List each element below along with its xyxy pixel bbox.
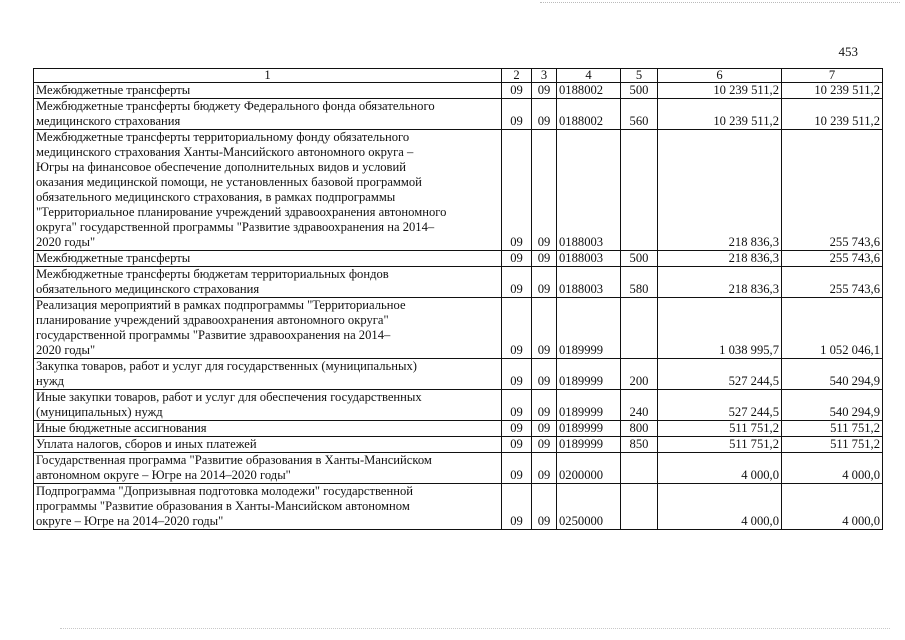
amount-col6: 4 000,0	[658, 453, 782, 484]
amount-col7: 10 239 511,2	[782, 83, 883, 99]
table-row	[34, 130, 883, 251]
expense-type-code: 800	[621, 421, 658, 437]
subsection-code: 09	[532, 298, 557, 359]
row-name: Государственная программа "Развитие образования в Ханты-Мансийском автономном округе – Югре на 2014–2020 годы"	[34, 453, 502, 484]
column-header-3: 3	[532, 69, 557, 83]
table-row	[34, 267, 883, 298]
section-code: 09	[502, 390, 532, 421]
amount-col7: 511 751,2	[782, 421, 883, 437]
amount-col6: 218 836,3	[658, 267, 782, 298]
table-row	[34, 83, 883, 99]
scan-artifact-top	[540, 2, 900, 3]
expense-type-code: 500	[621, 251, 658, 267]
table-row	[34, 453, 883, 484]
expense-type-code: 580	[621, 267, 658, 298]
column-header-4: 4	[557, 69, 621, 83]
row-name: Уплата налогов, сборов и иных платежей	[34, 437, 502, 453]
column-header-1: 1	[34, 69, 502, 83]
column-header-7: 7	[782, 69, 883, 83]
budget-table	[33, 68, 883, 530]
target-article-code: 0189999	[557, 390, 621, 421]
amount-col6: 511 751,2	[658, 421, 782, 437]
expense-type-code: 560	[621, 99, 658, 130]
subsection-code: 09	[532, 421, 557, 437]
expense-type-code: 500	[621, 83, 658, 99]
column-header-6: 6	[658, 69, 782, 83]
column-header-2: 2	[502, 69, 532, 83]
target-article-code: 0189999	[557, 421, 621, 437]
section-code: 09	[502, 437, 532, 453]
expense-type-code	[621, 453, 658, 484]
amount-col6: 511 751,2	[658, 437, 782, 453]
target-article-code: 0188003	[557, 130, 621, 251]
section-code: 09	[502, 99, 532, 130]
section-code: 09	[502, 83, 532, 99]
target-article-code: 0189999	[557, 298, 621, 359]
expense-type-code	[621, 484, 658, 530]
column-header-5: 5	[621, 69, 658, 83]
subsection-code: 09	[532, 437, 557, 453]
target-article-code: 0250000	[557, 484, 621, 530]
page-number: 453	[838, 44, 858, 59]
expense-type-code: 850	[621, 437, 658, 453]
header-row	[34, 69, 883, 83]
section-code: 09	[502, 251, 532, 267]
section-code: 09	[502, 421, 532, 437]
target-article-code: 0188002	[557, 83, 621, 99]
section-code: 09	[502, 267, 532, 298]
expense-type-code: 200	[621, 359, 658, 390]
amount-col7: 10 239 511,2	[782, 99, 883, 130]
table-row	[34, 390, 883, 421]
table-row	[34, 251, 883, 267]
subsection-code: 09	[532, 83, 557, 99]
subsection-code: 09	[532, 99, 557, 130]
row-name: Закупка товаров, работ и услуг для государственных (муниципальных) нужд	[34, 359, 502, 390]
amount-col7: 255 743,6	[782, 130, 883, 251]
amount-col7: 1 052 046,1	[782, 298, 883, 359]
expense-type-code: 240	[621, 390, 658, 421]
expense-type-code	[621, 298, 658, 359]
target-article-code: 0188002	[557, 99, 621, 130]
amount-col6: 4 000,0	[658, 484, 782, 530]
row-name: Иные бюджетные ассигнования	[34, 421, 502, 437]
target-article-code: 0189999	[557, 437, 621, 453]
amount-col6: 10 239 511,2	[658, 83, 782, 99]
target-article-code: 0188003	[557, 267, 621, 298]
amount-col6: 527 244,5	[658, 359, 782, 390]
amount-col7: 540 294,9	[782, 359, 883, 390]
table-row	[34, 99, 883, 130]
table-row	[34, 421, 883, 437]
amount-col7: 4 000,0	[782, 453, 883, 484]
section-code: 09	[502, 484, 532, 530]
target-article-code: 0200000	[557, 453, 621, 484]
target-article-code: 0188003	[557, 251, 621, 267]
amount-col7: 255 743,6	[782, 251, 883, 267]
amount-col6: 218 836,3	[658, 251, 782, 267]
scan-artifact-bottom	[60, 628, 890, 629]
subsection-code: 09	[532, 130, 557, 251]
section-code: 09	[502, 453, 532, 484]
table-row	[34, 359, 883, 390]
table-row	[34, 484, 883, 530]
subsection-code: 09	[532, 267, 557, 298]
row-name: Реализация мероприятий в рамках подпрограммы "Территориальное планирование учреждений здравоохранения автономного округа" государственной программы "Развитие здравоохранения на 2014– 2020 годы"	[34, 298, 502, 359]
row-name: Межбюджетные трансферты бюджету Федерального фонда обязательного медицинского страхования	[34, 99, 502, 130]
row-name: Подпрограмма "Допризывная подготовка молодежи" государственной программы "Развитие образования в Ханты-Мансийском автономном округе – Югре на 2014–2020 годы"	[34, 484, 502, 530]
row-name: Межбюджетные трансферты бюджетам территориальных фондов обязательного медицинского страхования	[34, 267, 502, 298]
section-code: 09	[502, 130, 532, 251]
amount-col7: 255 743,6	[782, 267, 883, 298]
amount-col7: 511 751,2	[782, 437, 883, 453]
row-name: Межбюджетные трансферты	[34, 83, 502, 99]
section-code: 09	[502, 359, 532, 390]
table-row	[34, 298, 883, 359]
row-name: Межбюджетные трансферты территориальному фонду обязательного медицинского страхования Ханты-Мансийского автономного округа – Югры на финансовое обеспечение дополнительных видов и условий оказания медицинской помощи, не установленных базовой программой обязательного медицинского страхования, в рамках подпрограммы "Территориальное планирование учреждений здравоохранения автономного округа" государственной программы "Развитие здравоохранения на 2014– 2020 годы"	[34, 130, 502, 251]
amount-col7: 540 294,9	[782, 390, 883, 421]
row-name: Иные закупки товаров, работ и услуг для обеспечения государственных (муниципальных) нужд	[34, 390, 502, 421]
target-article-code: 0189999	[557, 359, 621, 390]
subsection-code: 09	[532, 484, 557, 530]
row-name: Межбюджетные трансферты	[34, 251, 502, 267]
amount-col6: 1 038 995,7	[658, 298, 782, 359]
table-row	[34, 437, 883, 453]
amount-col6: 10 239 511,2	[658, 99, 782, 130]
amount-col6: 218 836,3	[658, 130, 782, 251]
expense-type-code	[621, 130, 658, 251]
subsection-code: 09	[532, 359, 557, 390]
subsection-code: 09	[532, 390, 557, 421]
amount-col7: 4 000,0	[782, 484, 883, 530]
amount-col6: 527 244,5	[658, 390, 782, 421]
subsection-code: 09	[532, 251, 557, 267]
section-code: 09	[502, 298, 532, 359]
subsection-code: 09	[532, 453, 557, 484]
